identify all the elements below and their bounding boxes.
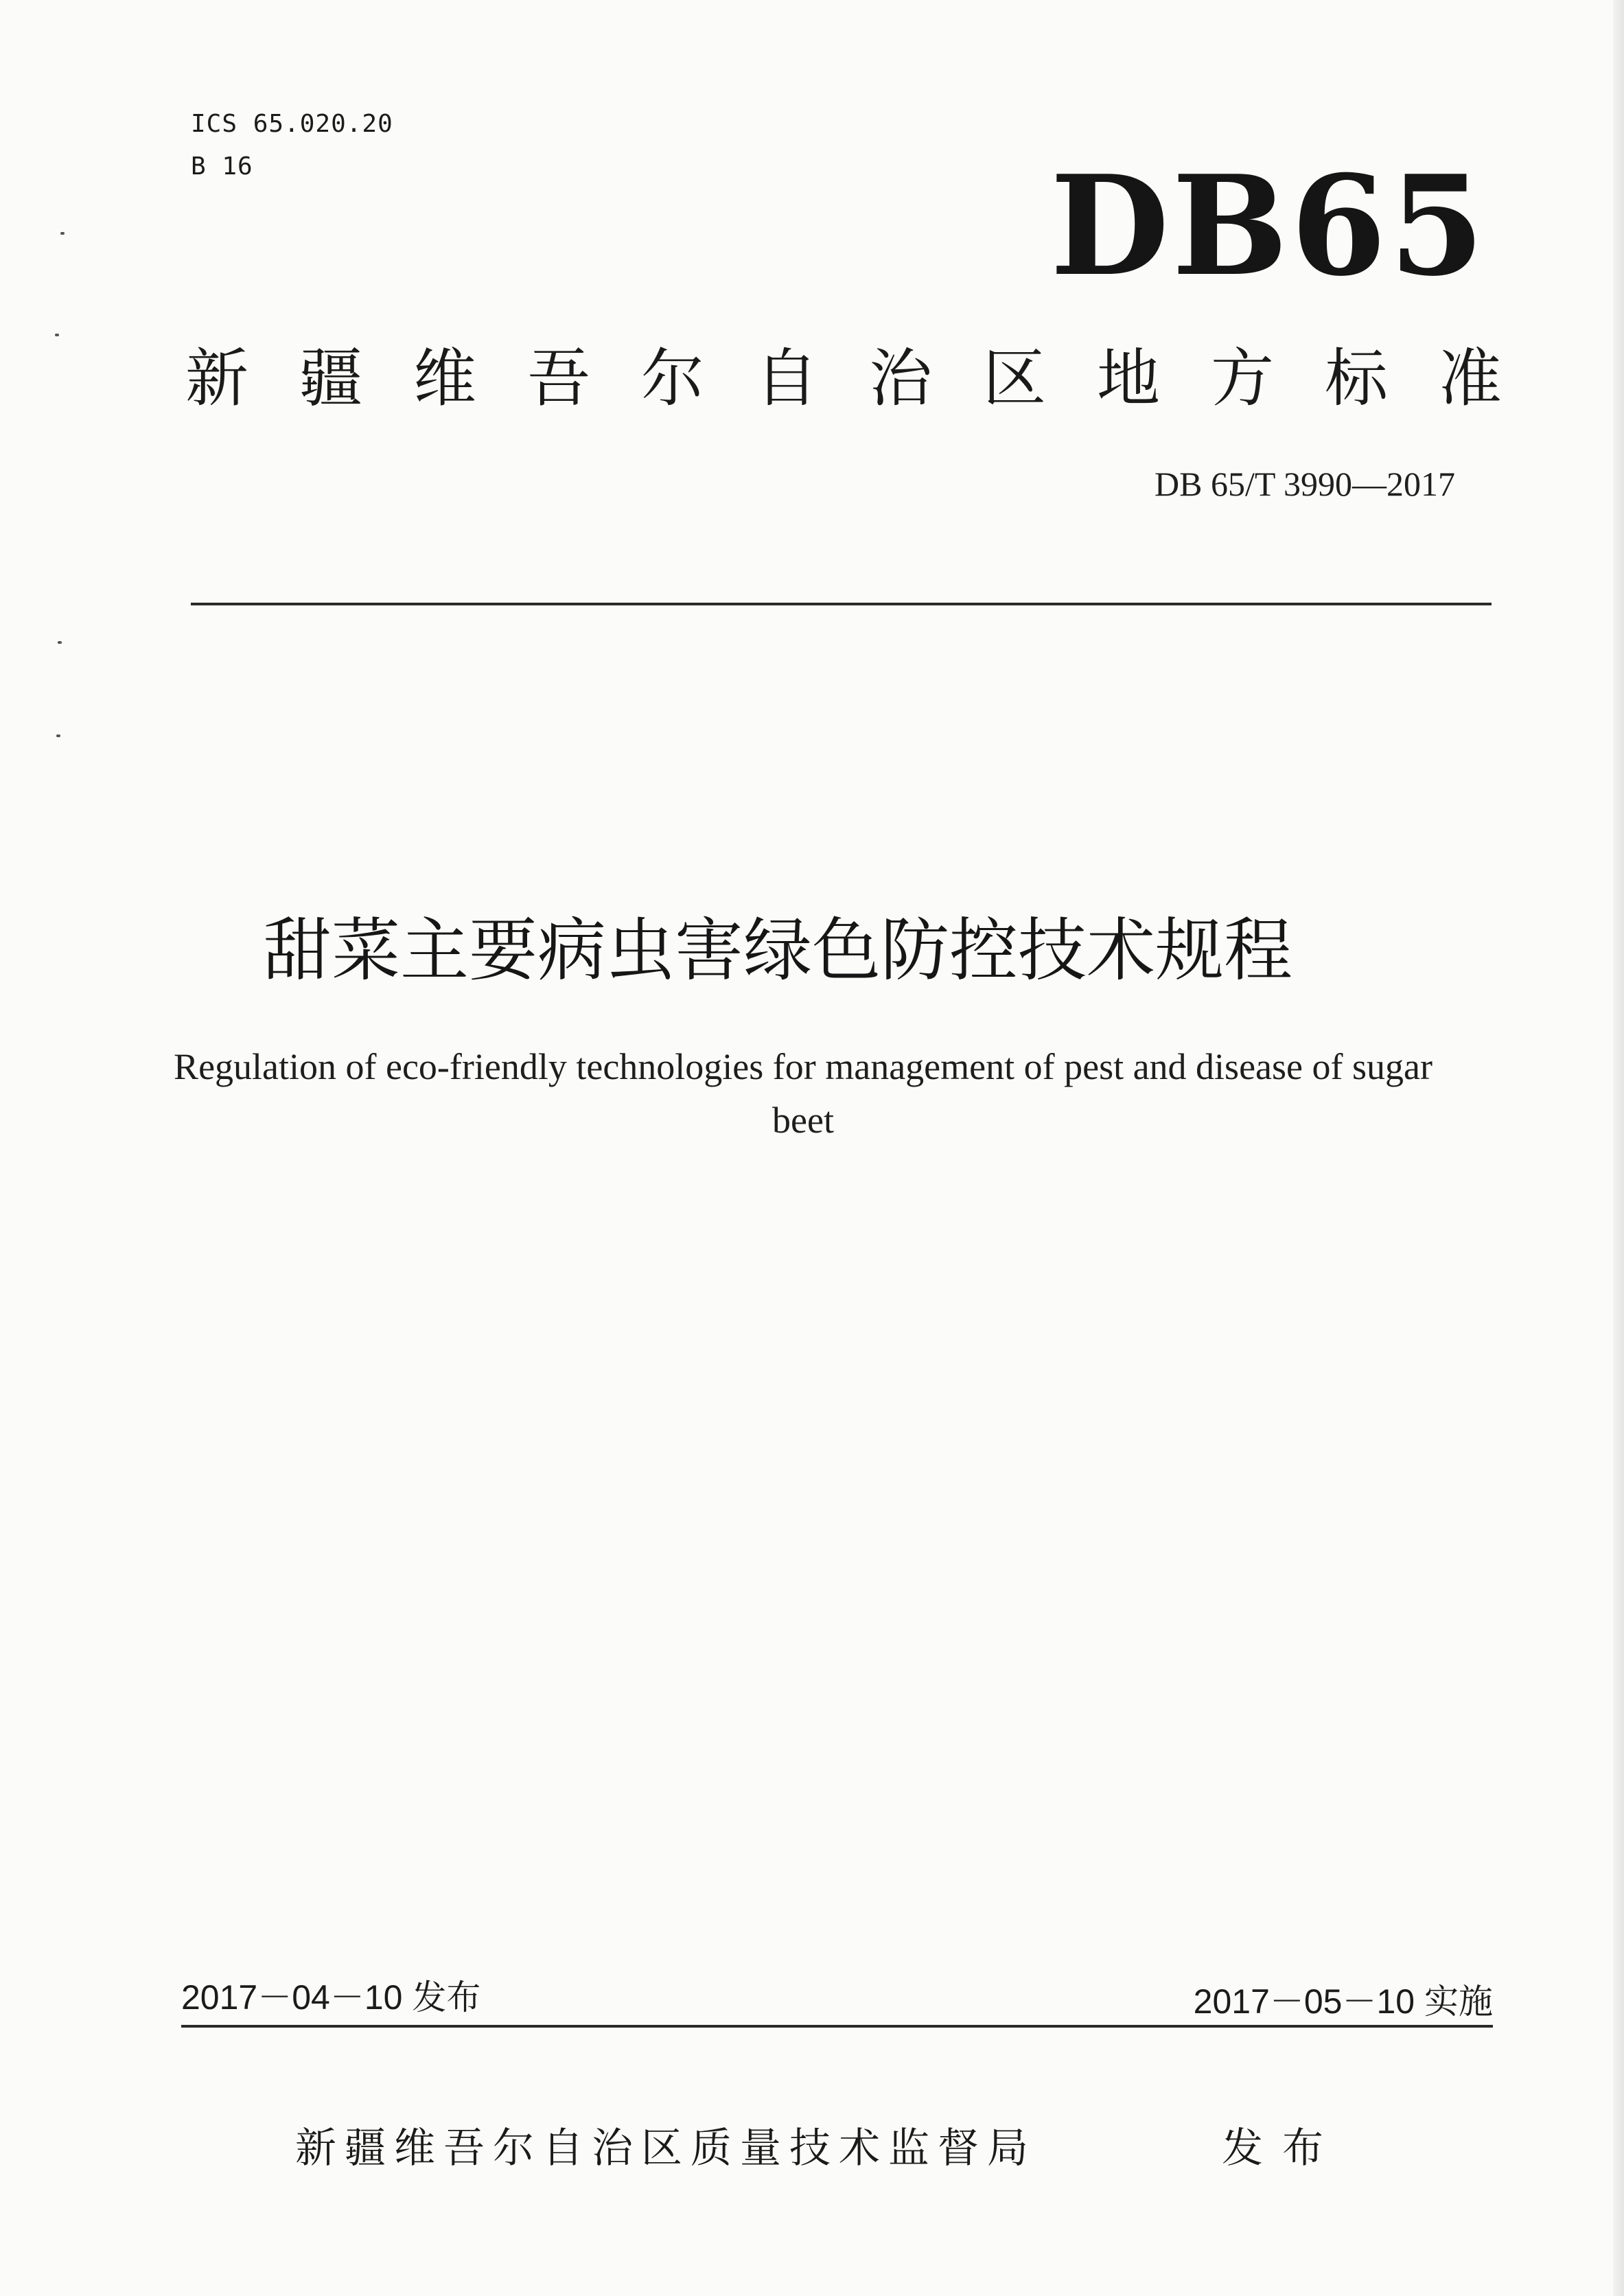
standard-logo: DB65: [1050, 146, 1487, 307]
scan-speck: [58, 641, 62, 644]
english-title-line-1: Regulation of eco-friendly technologies for management of pest and disease of sugar: [174, 1046, 1432, 1087]
document-title-chinese: 甜菜主要病虫害绿色防控技术规程: [263, 910, 1292, 990]
classification-codes: [191, 103, 393, 188]
issue-label: 发布: [1222, 2124, 1343, 2172]
header-divider: [191, 603, 1492, 605]
scan-speck: [56, 734, 60, 737]
scan-speck: [60, 232, 65, 235]
dates-divider: [181, 2025, 1493, 2028]
english-title-line-2: beet: [772, 1100, 834, 1141]
implementation-date: 2017－05－10 实施: [1193, 1982, 1493, 2021]
issuing-authority: 新疆维吾尔自治区质量技术监督局: [295, 2124, 1036, 2172]
ics-code: ICS 65.020.20: [191, 110, 393, 138]
scan-speck: [55, 334, 59, 336]
standard-number: DB 65/T 3990—2017: [1155, 465, 1455, 503]
scan-edge-shadow: [1613, 0, 1624, 2296]
ccs-code: B 16: [191, 152, 253, 181]
issue-date: 2017－04－10 发布: [181, 1978, 481, 2017]
document-title-english: [151, 1040, 1455, 1147]
standard-type-title: 新疆维吾尔自治区地方标准: [185, 342, 1553, 415]
